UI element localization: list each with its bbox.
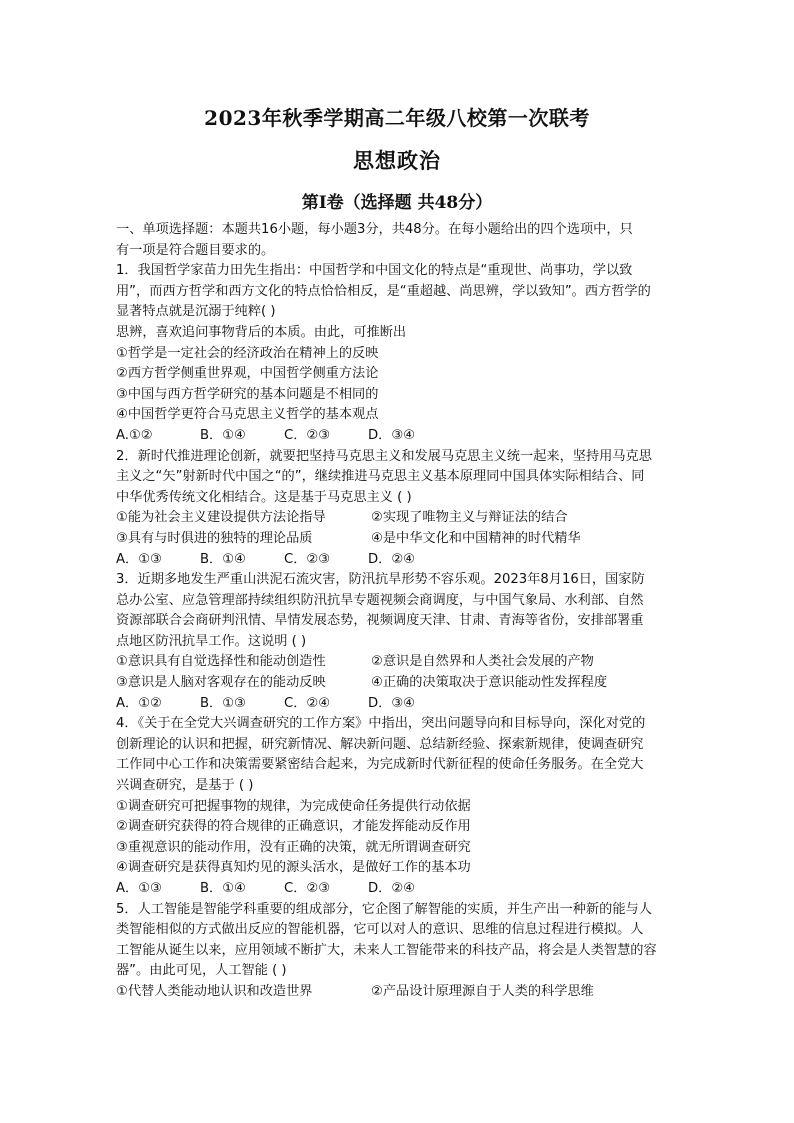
option-c: C．②③: [284, 551, 331, 567]
option-c: C．②③: [284, 427, 331, 443]
statement-row: [116, 673, 684, 694]
option-a: A．①③: [116, 551, 162, 567]
statement: ③具有与时俱进的独特的理论品质: [116, 530, 313, 546]
statement-row: [116, 508, 684, 529]
statement: ②实现了唯物主义与辩证法的结合: [371, 510, 568, 526]
instruction-line: 一、单项选择题：本题共16小题，每小题3分，共48分。在每小题给出的四个选项中，只: [116, 222, 633, 237]
question-stem-line: 3．近期多地发生严重山洪泥石流灾害，防汛抗旱形势不容乐观。2023年8月16日，国家防: [116, 572, 645, 588]
question-stem-line: 总办公室、应急管理部持续组织防汛抗旱专题视频会商调度，与中国气象局、水利部、自然: [116, 592, 644, 608]
statement-row: [116, 529, 684, 550]
statement: ③中国与西方哲学研究的基本问题是不相同的: [116, 386, 379, 402]
question-stem-line: 工作同中心工作和决策需要紧密结合起来，为完成新时代新征程的使命任务服务。在全党大: [116, 757, 644, 773]
question-stem-line: 中华优秀传统文化相结合。这是基于马克思主义 ( ): [116, 489, 412, 505]
option-b: B．①④: [200, 551, 246, 567]
question-5: [116, 900, 684, 1003]
statement: ①哲学是一定社会的经济政治在精神上的反映: [116, 345, 379, 361]
statement: ④正确的决策取决于意识能动性发挥程度: [371, 675, 608, 691]
option-b: B．①④: [200, 881, 246, 896]
statement: ③重视意识的能动作用，没有正确的决策，就无所谓调查研究: [116, 839, 471, 855]
statement: ②西方哲学侧重世界观，中国哲学侧重方法论: [116, 366, 379, 382]
instruction-line: 有一项是符合题目要求的。: [116, 242, 275, 258]
statement: ②意识是自然界和人类社会发展的产物: [371, 654, 594, 670]
statement: ②产品设计原理源自于人类的科学思维: [371, 983, 594, 999]
statement: ④是中华文化和中国精神的时代精华: [371, 530, 581, 546]
subject-title: 思想政治: [353, 148, 441, 173]
question-stem-line: 4．《关于在全党大兴调查研究的工作方案》中指出，突出问题导向和目标导向，深化对党的: [116, 716, 646, 732]
question-4: [116, 714, 684, 899]
question-stem-line: 资源部联合会商研判汛情、旱情发展态势，视频调度天津、甘肃、青海等省份，安排部署重: [116, 613, 644, 629]
question-stem-line: 显著特点就是沉溺于纯粹( ): [116, 304, 276, 320]
option-d: D．②④: [368, 881, 415, 896]
question-stem-line: 器”。由此可见，人工智能 ( ): [116, 963, 287, 979]
option-b: B．①③: [200, 695, 246, 711]
question-stem-line: 类智能相似的方式做出反应的智能机器，它可以对人的意识、思维的信息过程进行模拟。人: [116, 922, 644, 938]
answer-options: [116, 426, 684, 447]
option-a: A．①③: [116, 881, 162, 896]
statement: ④调查研究是获得真知灼见的源头活水，是做好工作的基本功: [116, 860, 471, 876]
question-stem-line: 点地区防汛抗旱工作。这说明 ( ): [116, 633, 307, 649]
question-stem-line: 创新理论的认识和把握，研究新情况、解决新问题、总结新经验、探索新规律，使调查研究: [116, 736, 644, 752]
statement: ①调查研究可把握事物的规律，为完成使命任务提供行动依据: [116, 798, 471, 814]
statement: ①能为社会主义建设提供方法论指导: [116, 510, 326, 526]
option-b: B．①④: [200, 427, 246, 443]
question-1: [116, 261, 684, 446]
statement: ②调查研究获得的符合规律的正确意识，才能发挥能动反作用: [116, 819, 471, 835]
question-stem-line: 5．人工智能是智能学科重要的组成部分，它企图了解智能的实质，并生产出一种新的能与人: [116, 901, 652, 917]
question-stem-line: 主义之“矢”射新时代中国之“的”，继续推进马克思主义基本原理同中国具体实际相结合、同: [116, 469, 645, 485]
answer-options: [116, 879, 684, 900]
question-stem-line: 思辨，喜欢追问事物背后的本质。由此，可推断出: [116, 324, 407, 340]
statement-row: [116, 652, 684, 673]
answer-options: [116, 694, 684, 715]
statement: ①意识具有自觉选择性和能动创造性: [116, 654, 326, 670]
question-content: [116, 220, 684, 1003]
section-title: 第Ⅰ卷（选择题 共48分）: [301, 193, 493, 213]
statement: ④中国哲学更符合马克思主义哲学的基本观点: [116, 407, 379, 423]
option-c: C．②③: [284, 881, 331, 896]
option-a: A．①②: [116, 695, 162, 711]
question-stem-line: 用”，而西方哲学和西方文化的特点恰恰相反，是“重超越、尚思辨，学以致知”。西方哲学的: [116, 283, 651, 299]
question-stem-line: 工智能从诞生以来，应用领域不断扩大，未来人工智能带来的科技产品，将会是人类智慧的容: [116, 942, 657, 958]
question-stem-line: 1．我国哲学家苗力田先生指出：中国哲学和中国文化的特点是“重现世、尚事功，学以致: [116, 263, 633, 279]
statement-row: [116, 982, 684, 1003]
statement: ①代替人类能动地认识和改造世界: [116, 983, 313, 999]
exam-title: 2023年秋季学期高二年级八校第一次联考: [204, 106, 590, 130]
option-c: C．②④: [284, 695, 331, 711]
answer-options: [116, 550, 684, 571]
question-stem-line: 2．新时代推进理论创新，就要把坚持马克思主义和发展马克思主义统一起来，坚持用马克思: [116, 448, 652, 464]
statement: ③意识是人脑对客观存在的能动反映: [116, 675, 326, 691]
option-a: A.①②: [116, 427, 153, 443]
question-stem-line: 兴调查研究，是基于 ( ): [116, 778, 254, 794]
question-2: [116, 447, 684, 571]
question-3: [116, 570, 684, 714]
option-d: D．③④: [368, 427, 415, 443]
option-d: D．②④: [368, 551, 415, 567]
option-d: D．③④: [368, 695, 415, 711]
